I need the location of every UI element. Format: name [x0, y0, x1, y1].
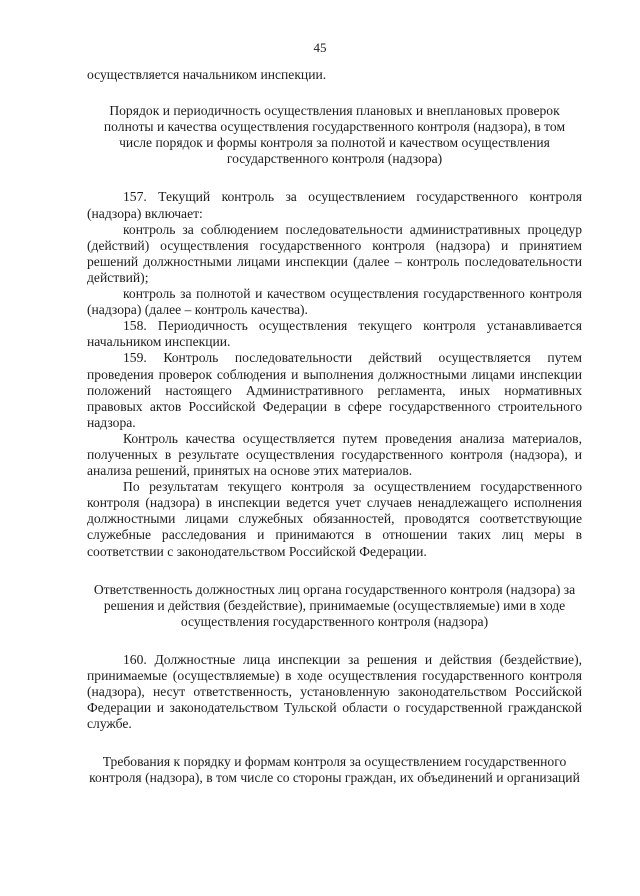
section-heading-inspection-order: Порядок и периодичность осуществления плановых и внеплановых проверок полноты и качества осуществления государственного контроля (надзора), в том числе порядок и формы контроля за полнотой и качеством осуществления государственного контроля (надзора): [103, 103, 566, 167]
section-heading-control-requirements: Требования к порядку и формам контроля за осуществлением государственного контроля (надзора), в том числе со стороны граждан, их объединений и организаций: [89, 754, 580, 786]
paragraph-157-quality-control: контроль за полнотой и качеством осуществления государственного контроля (надзора) (далее – контроль качества).: [87, 286, 582, 318]
paragraph-159-quality: Контроль качества осуществляется путем проведения анализа материалов, полученных в результате осуществления государственного контроля (надзора), и анализа решений, принятых на основе этих материалов.: [87, 430, 582, 479]
paragraph-159-results: По результатам текущего контроля за осуществлением государственного контроля (надзора) в инспекции ведется учет случаев ненадлежащего исполнения должностными лицами служебных обязанностей, проводятся соответствующие служебные расследования и принимаются в отношении таких лиц меры в соответствии с законодательством Российской Федерации.: [87, 479, 582, 559]
paragraph-157-sequence-control: контроль за соблюдением последовательности административных процедур (действий) осуществления государственного контроля (надзора) и принятием решений должностными лицами инспекции (далее – контроль последовательности действий);: [87, 221, 582, 285]
document-body: [87, 67, 582, 787]
page-number: 45: [313, 40, 327, 55]
paragraph-158: 158. Периодичность осуществления текущего контроля устанавливается начальником инспекции.: [87, 318, 582, 350]
paragraph-159: 159. Контроль последовательности действий осуществляется путем проведения проверок соблюдения и выполнения должностными лицами инспекции положений настоящего Административного регламента, иных нормативных правовых актов Российской Федерации в сфере государственного строительного надзора.: [87, 350, 582, 430]
continuation-text: осуществляется начальником инспекции.: [87, 67, 327, 82]
paragraph-157-intro: 157. Текущий контроль за осуществлением государственного контроля (надзора) включает:: [87, 189, 582, 221]
paragraph-160: 160. Должностные лица инспекции за решения и действия (бездействие), принимаемые (осуществляемые) в ходе осуществления государственного контроля (надзора), несут ответственность, установленную законодательством Российской Федерации и законодательством Тульской области о государственной гражданской службе.: [87, 651, 582, 732]
section-heading-responsibility: Ответственность должностных лиц органа государственного контроля (надзора) за решения и действия (бездействие), принимаемые (осуществляемые) ими в ходе осуществления государственного контроля (надзора): [93, 581, 576, 629]
